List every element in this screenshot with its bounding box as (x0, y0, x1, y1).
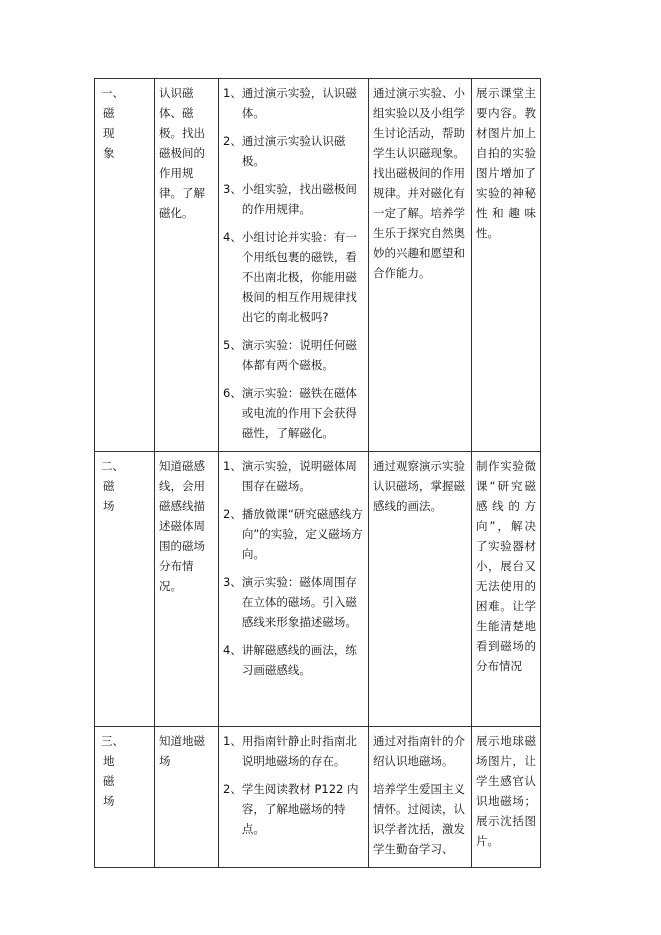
media-text: 展示课堂主要内容。教材图片加上自拍的实验图片增加了实验的神秘性和趣味性。 (476, 86, 536, 240)
step-item (223, 83, 364, 123)
step-number: 2、 (223, 782, 242, 796)
purpose-text: 培养学生爱国主义情怀。过阅读，认识学者沈括，激发学生勤奋学习、 (373, 782, 465, 856)
table-row (95, 452, 541, 727)
step-text: 演示实验：磁铁在磁体或电流的作用下会获得磁性，了解磁化。 (241, 386, 357, 440)
purpose-text: 通过演示实验、小组实验以及小组学生讨论活动，帮助学生认识磁现象。找出磁极间的作用规律。并对磁化有一定了解。培养学生乐于探究自然奥妙的兴趣和愿望和合作能力。 (373, 86, 465, 280)
section-number: 三、 (101, 734, 124, 748)
steps-cell (219, 452, 369, 727)
section-cell (95, 79, 155, 452)
lesson-plan-table (94, 78, 541, 868)
step-number: 3、 (223, 182, 242, 196)
step-item (223, 383, 364, 443)
goal-text: 认识磁体、磁极。找出磁极间的作用规律。了解磁化。 (159, 86, 205, 220)
purpose-cell (369, 452, 472, 727)
section-title-char: 磁 (103, 106, 115, 120)
step-number: 2、 (223, 134, 242, 148)
step-number: 2、 (223, 507, 242, 521)
purpose-text: 通过对指南针的介绍认识地磁场。 (373, 734, 465, 768)
section-title-char: 地 (103, 754, 115, 768)
step-number: 1、 (223, 86, 242, 100)
steps-cell (219, 727, 369, 868)
step-text: 讲解磁感线的画法，练习画磁感线。 (241, 643, 357, 677)
media-text: 展示地球磁场图片，让学生感官认识地磁场；展示沈括图片。 (476, 734, 536, 848)
step-number: 6、 (223, 386, 242, 400)
step-text: 演示实验，说明磁体周围存在磁场。 (241, 459, 357, 493)
section-cell (95, 452, 155, 727)
section-title-char: 磁 (103, 479, 115, 493)
step-item (223, 731, 364, 771)
step-number: 1、 (223, 734, 242, 748)
section-cell (95, 727, 155, 868)
step-text: 通过演示实验认识磁极。 (241, 134, 346, 168)
goal-cell (155, 79, 219, 452)
step-number: 3、 (223, 575, 242, 589)
section-title-char: 磁 (103, 774, 115, 788)
step-item (223, 179, 364, 219)
media-cell (472, 727, 541, 868)
media-cell (472, 452, 541, 727)
step-text: 通过演示实验，认识磁体。 (241, 86, 357, 120)
table-row (95, 79, 541, 452)
step-text: 用指南针静止时指南北说明地磁场的存在。 (241, 734, 357, 768)
step-text: 演示实验：说明任何磁体都有两个磁极。 (241, 338, 357, 372)
steps-cell (219, 79, 369, 452)
purpose-cell (369, 79, 472, 452)
step-text: 演示实验：磁体周围存在立体的磁场。引入磁感线来形象描述磁场。 (241, 575, 357, 629)
media-cell (472, 79, 541, 452)
step-number: 5、 (223, 338, 242, 352)
step-item (223, 504, 364, 564)
step-item (223, 456, 364, 496)
step-item (223, 640, 364, 680)
step-number: 4、 (223, 230, 242, 244)
step-number: 4、 (223, 643, 242, 657)
purpose-cell (369, 727, 472, 868)
goal-text: 知道地磁场 (159, 734, 205, 768)
goal-cell (155, 452, 219, 727)
section-title-char: 现 (103, 126, 115, 140)
section-number: 二、 (101, 459, 124, 473)
goal-cell (155, 727, 219, 868)
table-row (95, 727, 541, 868)
step-text: 学生阅读教材 P122 内容，了解地磁场的特点。 (241, 782, 359, 836)
step-item (223, 779, 364, 839)
step-item (223, 335, 364, 375)
step-item (223, 227, 364, 327)
section-title-char: 场 (103, 794, 115, 808)
step-text: 小组实验，找出磁极间的作用规律。 (241, 182, 357, 216)
section-title-char: 象 (103, 146, 115, 160)
step-number: 1、 (223, 459, 242, 473)
goal-text: 知道磁感线，会用磁感线描述磁体周围的磁场分布情况。 (159, 459, 205, 593)
step-item (223, 572, 364, 632)
step-text: 小组讨论并实验：有一个用纸包裹的磁铁，看不出南北极，你能用磁极间的相互作用规律找出它的南北极吗? (241, 230, 357, 324)
step-item (223, 131, 364, 171)
section-number: 一、 (101, 86, 124, 100)
media-text: 制作实验微课“研究磁感线的方向”，解决了实验器材小，展台又无法使用的困难。让学生能清楚地看到磁场的分布情况 (476, 459, 536, 673)
purpose-text: 通过观察演示实验认识磁场，掌握磁感线的画法。 (373, 459, 465, 513)
step-text: 播放微课“研究磁感线方向”的实验，定义磁场方向。 (241, 507, 363, 561)
section-title-char: 场 (103, 499, 115, 513)
